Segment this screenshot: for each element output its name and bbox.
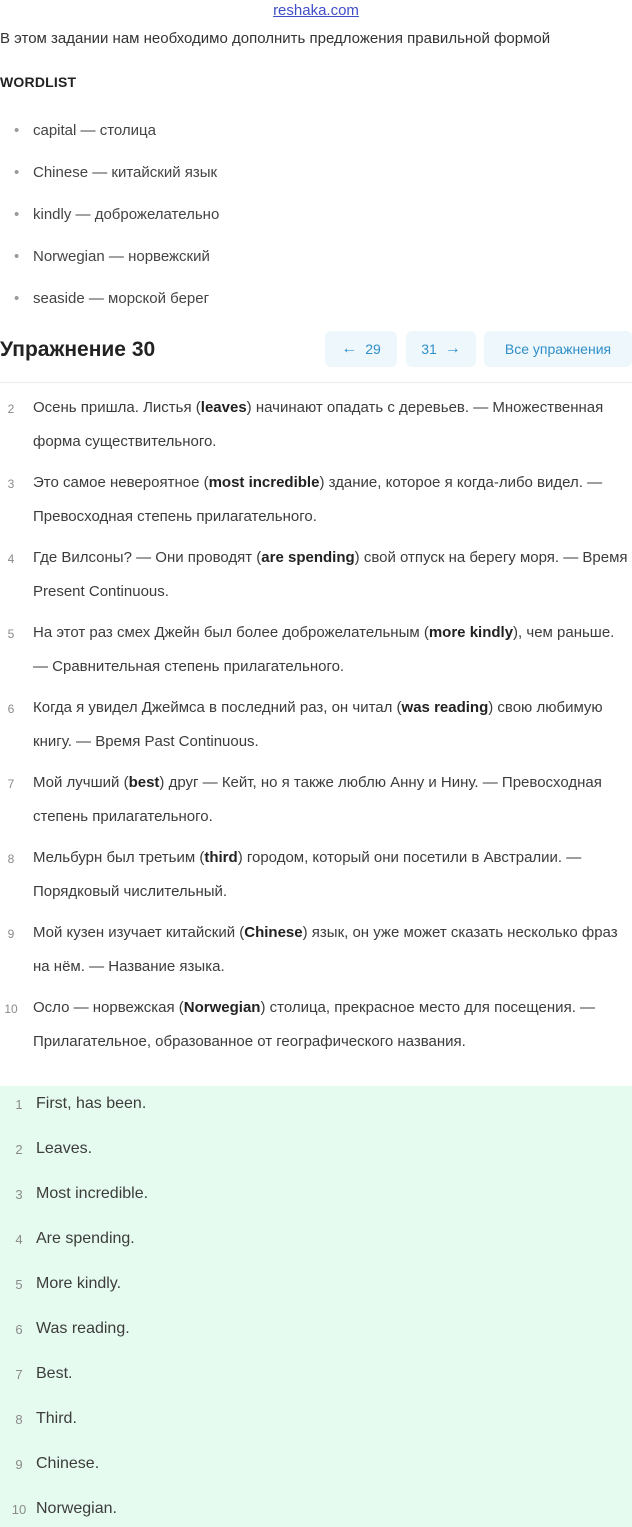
answer-number: 6 bbox=[15, 1322, 23, 1337]
question-before: Мой кузен изучает китайский ( bbox=[33, 924, 245, 941]
answer-number: 5 bbox=[15, 1277, 23, 1292]
question-text bbox=[33, 541, 632, 609]
question-answer-bold: Chinese bbox=[244, 924, 303, 941]
wordlist-dash: — bbox=[108, 248, 124, 265]
answer-text: Most incredible. bbox=[36, 1185, 149, 1202]
arrow-left-icon: ← bbox=[341, 340, 358, 357]
answer-number: 10 bbox=[11, 1502, 27, 1517]
answer-number: 3 bbox=[15, 1187, 23, 1202]
question-text bbox=[33, 991, 632, 1059]
question-answer-bold: was reading bbox=[401, 699, 489, 716]
wordlist-item bbox=[14, 248, 210, 265]
wordlist-item bbox=[14, 164, 217, 181]
wordlist-word: capital bbox=[33, 122, 77, 139]
question-after: ) друг — Кейт, но я также люблю Анну и Нину. — Превосходная степень прилагательного. bbox=[33, 774, 602, 825]
question-number: 6 bbox=[7, 702, 15, 716]
answer-text: Are spending. bbox=[36, 1230, 135, 1247]
answer-number: 2 bbox=[15, 1142, 23, 1157]
wordlist-translation: норвежский bbox=[128, 248, 210, 265]
answer-number: 8 bbox=[15, 1412, 23, 1427]
wordlist-dash: — bbox=[88, 290, 104, 307]
answer-number: 4 bbox=[15, 1232, 23, 1247]
question-text bbox=[33, 616, 632, 684]
question-after: ) городом, который они посетили в Австралии. — Порядковый числительный. bbox=[33, 849, 582, 900]
question-number: 5 bbox=[7, 627, 15, 641]
question-answer-bold: Norwegian bbox=[183, 999, 261, 1016]
answer-text: Norwegian. bbox=[36, 1500, 117, 1517]
arrow-right-icon: → bbox=[444, 340, 461, 357]
answer-text: More kindly. bbox=[36, 1275, 122, 1292]
wordlist-translation: доброжелательно bbox=[94, 206, 220, 223]
bullet-icon: • bbox=[14, 164, 20, 181]
next-exercise-button[interactable] bbox=[406, 331, 476, 367]
bullet-icon: • bbox=[14, 206, 20, 223]
wordlist-word: Norwegian bbox=[33, 248, 105, 265]
answer-text: Third. bbox=[36, 1410, 77, 1427]
wordlist-word: kindly bbox=[33, 206, 72, 223]
question-answer-bold: leaves bbox=[200, 399, 247, 416]
question-before: Осень пришла. Листья ( bbox=[33, 399, 201, 416]
answers-panel bbox=[0, 1086, 632, 1527]
question-number: 4 bbox=[7, 552, 15, 566]
all-exercises-label: Все упражнения bbox=[504, 341, 612, 357]
question-number: 2 bbox=[7, 402, 15, 416]
question-after: ) начинают опадать с деревьев. — Множественная форма существительного. bbox=[33, 399, 604, 450]
question-text bbox=[33, 691, 632, 759]
question-before: Где Вилсоны? — Они проводят ( bbox=[33, 549, 262, 566]
answer-number: 1 bbox=[15, 1097, 23, 1112]
prev-exercise-label: 29 bbox=[365, 341, 381, 357]
question-before: Осло — норвежская ( bbox=[33, 999, 184, 1016]
question-text bbox=[33, 916, 632, 984]
answer-number: 9 bbox=[15, 1457, 23, 1472]
question-text bbox=[33, 841, 632, 909]
question-answer-bold: more kindly bbox=[428, 624, 514, 641]
question-before: На этот раз смех Джейн был более доброжелательным ( bbox=[33, 624, 429, 641]
next-exercise-label: 31 bbox=[421, 341, 437, 357]
question-number: 3 bbox=[7, 477, 15, 491]
question-answer-bold: best bbox=[128, 774, 160, 791]
exercise-title: Упражнение 30 bbox=[0, 338, 156, 361]
question-after: ) здание, которое я когда-либо видел. — Превосходная степень прилагательного. bbox=[33, 474, 603, 525]
wordlist-title: WORDLIST bbox=[0, 74, 77, 90]
question-answer-bold: are spending bbox=[261, 549, 355, 566]
question-answer-bold: third bbox=[204, 849, 238, 866]
question-text bbox=[33, 766, 632, 834]
answer-text: Best. bbox=[36, 1365, 73, 1382]
divider bbox=[0, 382, 632, 383]
question-after: ) столица, прекрасное место для посещения. — Прилагательное, образованное от географического названия. bbox=[33, 999, 596, 1050]
all-exercises-button[interactable] bbox=[484, 331, 632, 367]
question-after: ), чем раньше. — Сравнительная степень прилагательного. bbox=[33, 624, 615, 675]
question-before: Мельбурн был третьим ( bbox=[33, 849, 205, 866]
question-after: ) свою любимую книгу. — Время Past Continuous. bbox=[33, 699, 603, 750]
question-after: ) свой отпуск на берегу моря. — Время Present Continuous. bbox=[33, 549, 628, 600]
question-before: Это самое невероятное ( bbox=[33, 474, 209, 491]
wordlist-translation: столица bbox=[99, 122, 156, 139]
question-number: 7 bbox=[7, 777, 15, 791]
wordlist-word: Chinese bbox=[33, 164, 89, 181]
question-number: 10 bbox=[4, 1002, 18, 1016]
site-title-link[interactable]: reshaka.com bbox=[273, 2, 359, 19]
question-before: Мой лучший ( bbox=[33, 774, 129, 791]
wordlist-dash: — bbox=[92, 164, 108, 181]
wordlist-dash: — bbox=[80, 122, 96, 139]
wordlist-item bbox=[14, 206, 219, 223]
question-text bbox=[33, 466, 632, 534]
wordlist-item bbox=[14, 122, 156, 139]
bullet-icon: • bbox=[14, 122, 20, 139]
intro-text: В этом задании нам необходимо дополнить предложения правильной формой bbox=[0, 30, 551, 47]
question-text bbox=[33, 391, 632, 459]
question-before: Когда я увидел Джеймса в последний раз, он читал ( bbox=[33, 699, 402, 716]
answer-text: First, has been. bbox=[36, 1095, 147, 1112]
bullet-icon: • bbox=[14, 290, 20, 307]
wordlist-item bbox=[14, 290, 209, 307]
answer-text: Leaves. bbox=[36, 1140, 93, 1157]
wordlist-translation: морской берег bbox=[108, 290, 210, 307]
answer-number: 7 bbox=[15, 1367, 23, 1382]
question-after: ) язык, он уже может сказать несколько фраз на нём. — Название языка. bbox=[33, 924, 618, 975]
question-number: 9 bbox=[7, 927, 15, 941]
wordlist-dash: — bbox=[75, 206, 91, 223]
answer-text: Was reading. bbox=[36, 1320, 130, 1337]
question-number: 8 bbox=[7, 852, 15, 866]
wordlist-word: seaside bbox=[33, 290, 85, 307]
wordlist-translation: китайский язык bbox=[111, 164, 218, 181]
bullet-icon: • bbox=[14, 248, 20, 265]
prev-exercise-button[interactable] bbox=[325, 331, 397, 367]
question-answer-bold: most incredible bbox=[208, 474, 320, 491]
answer-text: Chinese. bbox=[36, 1455, 100, 1472]
